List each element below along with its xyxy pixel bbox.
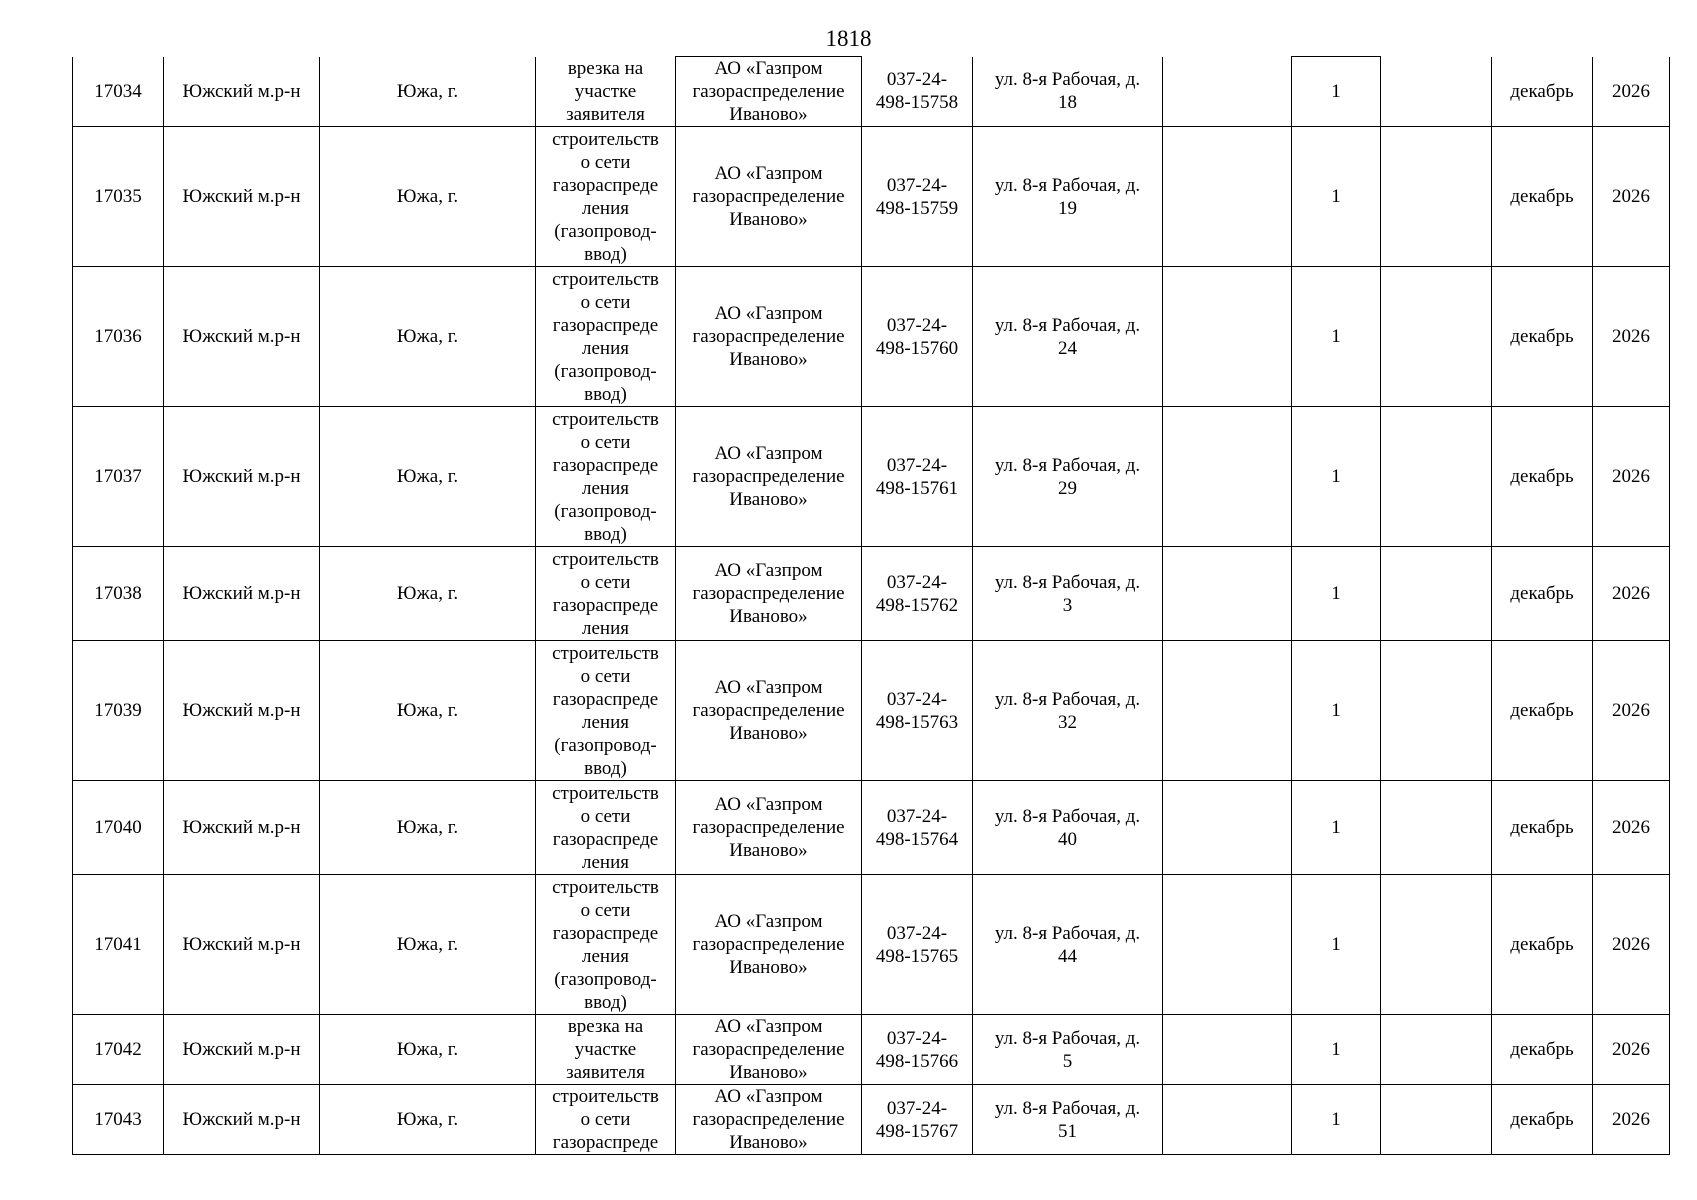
- cell-quantity: 1: [1292, 875, 1381, 1015]
- cell-work-line: строительств: [552, 408, 659, 430]
- registry-table: [72, 56, 1670, 1155]
- cell-code-line: 498-15766: [875, 1050, 959, 1072]
- cell-blank: [1381, 407, 1492, 547]
- cell-address-line: ул. 8-я Рабочая, д.: [994, 69, 1141, 91]
- cell-locality: Южа, г.: [320, 407, 536, 547]
- cell-year: 2026: [1593, 781, 1670, 875]
- cell-address: [973, 127, 1163, 267]
- cell-address-line: 18: [1058, 92, 1077, 114]
- cell-work: [536, 1015, 676, 1085]
- cell-work-line: о сети: [580, 899, 631, 921]
- cell-quantity: 1: [1292, 547, 1381, 641]
- cell-work-line: газораспреде: [552, 828, 659, 850]
- cell-year: 2026: [1593, 641, 1670, 781]
- cell-year: 2026: [1593, 267, 1670, 407]
- cell-month: декабрь: [1492, 127, 1593, 267]
- cell-district: Южский м.р-н: [164, 1085, 320, 1155]
- cell-work-line: газораспреде: [552, 454, 659, 476]
- cell-org-line: АО «Газпром: [714, 1086, 823, 1107]
- cell-blank: [1381, 267, 1492, 407]
- cell-address: [973, 1015, 1163, 1085]
- cell-work-line: (газопровод-: [554, 968, 657, 990]
- cell-work-line: строительств: [552, 548, 659, 570]
- table-row: [73, 547, 1670, 641]
- cell-address-line: ул. 8-я Рабочая, д.: [994, 805, 1141, 827]
- cell-org: [676, 781, 862, 875]
- cell-locality: Южа, г.: [320, 1015, 536, 1085]
- cell-address-line: 51: [1058, 1120, 1077, 1142]
- cell-extra: [1163, 781, 1292, 875]
- cell-year: 2026: [1593, 1085, 1670, 1155]
- cell-address-line: ул. 8-я Рабочая, д.: [994, 1097, 1141, 1119]
- cell-org-line: газораспределение: [692, 466, 845, 487]
- cell-year: 2026: [1593, 547, 1670, 641]
- cell-code: [862, 407, 973, 547]
- cell-blank: [1381, 127, 1492, 267]
- cell-work-line: врезка на: [567, 1016, 644, 1037]
- cell-extra: [1163, 267, 1292, 407]
- cell-id: 17041: [73, 875, 164, 1015]
- cell-code-line: 498-15764: [875, 828, 959, 850]
- cell-work-line: (газопровод-: [554, 360, 657, 382]
- cell-month: декабрь: [1492, 407, 1593, 547]
- cell-code-line: 037-24-: [886, 1097, 948, 1119]
- cell-month: декабрь: [1492, 57, 1593, 127]
- cell-org-line: Иваново»: [729, 104, 808, 125]
- cell-district: Южский м.р-н: [164, 127, 320, 267]
- cell-id: 17036: [73, 267, 164, 407]
- cell-blank: [1381, 641, 1492, 781]
- cell-code: [862, 781, 973, 875]
- cell-org-line: газораспределение: [692, 186, 845, 207]
- cell-quantity: 1: [1292, 641, 1381, 781]
- cell-code: [862, 641, 973, 781]
- cell-work-line: (газопровод-: [554, 220, 657, 242]
- cell-address-line: 32: [1058, 711, 1077, 733]
- cell-extra: [1163, 1015, 1292, 1085]
- table-row: [73, 875, 1670, 1015]
- cell-org-line: Иваново»: [729, 489, 808, 510]
- cell-quantity: 1: [1292, 781, 1381, 875]
- cell-work-line: строительств: [552, 642, 659, 664]
- cell-address: [973, 875, 1163, 1015]
- cell-address: [973, 1085, 1163, 1155]
- cell-work-line: (газопровод-: [554, 734, 657, 756]
- cell-code: [862, 57, 973, 127]
- cell-address-line: 29: [1058, 477, 1077, 499]
- cell-district: Южский м.р-н: [164, 1015, 320, 1085]
- cell-org-line: Иваново»: [729, 606, 808, 627]
- table-row: [73, 267, 1670, 407]
- cell-quantity: 1: [1292, 1085, 1381, 1155]
- cell-org: [676, 641, 862, 781]
- cell-work-line: ввод): [584, 757, 627, 779]
- cell-code-line: 037-24-: [886, 688, 948, 710]
- cell-address: [973, 781, 1163, 875]
- cell-month: декабрь: [1492, 875, 1593, 1015]
- cell-code-line: 037-24-: [886, 1027, 948, 1049]
- cell-district: Южский м.р-н: [164, 407, 320, 547]
- cell-org-line: газораспределение: [692, 81, 845, 102]
- cell-address-line: ул. 8-я Рабочая, д.: [994, 688, 1141, 710]
- cell-extra: [1163, 641, 1292, 781]
- cell-code-line: 037-24-: [886, 314, 948, 336]
- cell-org-line: газораспределение: [692, 817, 845, 838]
- cell-org-line: АО «Газпром: [714, 303, 823, 324]
- cell-locality: Южа, г.: [320, 57, 536, 127]
- cell-month: декабрь: [1492, 547, 1593, 641]
- cell-org-line: АО «Газпром: [714, 911, 823, 932]
- cell-extra: [1163, 875, 1292, 1015]
- cell-address: [973, 57, 1163, 127]
- cell-address-line: ул. 8-я Рабочая, д.: [994, 454, 1141, 476]
- cell-year: 2026: [1593, 1015, 1670, 1085]
- cell-org-line: газораспределение: [692, 326, 845, 347]
- cell-locality: Южа, г.: [320, 267, 536, 407]
- cell-quantity: 1: [1292, 127, 1381, 267]
- cell-org: [676, 267, 862, 407]
- cell-work: [536, 875, 676, 1015]
- cell-address: [973, 267, 1163, 407]
- cell-code-line: 498-15758: [875, 92, 959, 114]
- cell-blank: [1381, 1085, 1492, 1155]
- cell-work-line: газораспреде: [552, 594, 659, 616]
- cell-locality: Южа, г.: [320, 547, 536, 641]
- cell-quantity: 1: [1292, 57, 1381, 127]
- cell-work-line: ввод): [584, 383, 627, 405]
- cell-work-line: ления: [582, 477, 629, 499]
- cell-work-line: газораспреде: [552, 174, 659, 196]
- cell-month: декабрь: [1492, 641, 1593, 781]
- cell-blank: [1381, 57, 1492, 127]
- cell-work-line: строительств: [552, 1086, 659, 1107]
- cell-code-line: 498-15761: [875, 477, 959, 499]
- cell-code-line: 498-15760: [875, 337, 959, 359]
- cell-id: 17037: [73, 407, 164, 547]
- cell-work-line: о сети: [580, 291, 631, 313]
- cell-code-line: 498-15767: [875, 1120, 959, 1142]
- cell-org: [676, 1085, 862, 1155]
- cell-org: [676, 875, 862, 1015]
- cell-quantity: 1: [1292, 267, 1381, 407]
- cell-org-line: АО «Газпром: [714, 560, 823, 581]
- table-row: [73, 781, 1670, 875]
- cell-address-line: ул. 8-я Рабочая, д.: [994, 571, 1141, 593]
- cell-org: [676, 127, 862, 267]
- cell-work-line: участке: [574, 1039, 637, 1060]
- cell-address-line: 44: [1058, 945, 1077, 967]
- cell-work-line: ввод): [584, 523, 627, 545]
- cell-org-line: газораспределение: [692, 934, 845, 955]
- cell-id: 17040: [73, 781, 164, 875]
- cell-work-line: врезка на: [567, 57, 644, 79]
- cell-year: 2026: [1593, 875, 1670, 1015]
- cell-extra: [1163, 127, 1292, 267]
- cell-work-line: заявителя: [566, 103, 645, 125]
- cell-work-line: о сети: [580, 665, 631, 687]
- cell-org-line: Иваново»: [729, 957, 808, 978]
- cell-district: Южский м.р-н: [164, 875, 320, 1015]
- cell-work: [536, 407, 676, 547]
- cell-district: Южский м.р-н: [164, 781, 320, 875]
- cell-work-line: ления: [582, 945, 629, 967]
- cell-blank: [1381, 875, 1492, 1015]
- cell-code-line: 037-24-: [886, 69, 948, 91]
- cell-id: 17039: [73, 641, 164, 781]
- cell-month: декабрь: [1492, 781, 1593, 875]
- cell-work-line: ления: [582, 851, 629, 873]
- cell-org-line: газораспределение: [692, 700, 845, 721]
- page-number: 1818: [825, 26, 872, 51]
- cell-work-line: ления: [582, 617, 629, 639]
- cell-year: 2026: [1593, 127, 1670, 267]
- cell-work-line: о сети: [580, 805, 631, 827]
- table-row: [73, 127, 1670, 267]
- cell-work-line: газораспреде: [552, 688, 659, 710]
- cell-work: [536, 1085, 676, 1155]
- cell-work-line: ввод): [584, 991, 627, 1013]
- cell-code: [862, 547, 973, 641]
- cell-locality: Южа, г.: [320, 875, 536, 1015]
- cell-org-line: Иваново»: [729, 349, 808, 370]
- cell-address: [973, 547, 1163, 641]
- cell-org: [676, 407, 862, 547]
- cell-work: [536, 267, 676, 407]
- cell-district: Южский м.р-н: [164, 547, 320, 641]
- cell-org-line: Иваново»: [729, 209, 808, 230]
- cell-quantity: 1: [1292, 1015, 1381, 1085]
- cell-work-line: ления: [582, 711, 629, 733]
- cell-org-line: Иваново»: [729, 840, 808, 861]
- cell-extra: [1163, 1085, 1292, 1155]
- cell-extra: [1163, 57, 1292, 127]
- cell-org-line: Иваново»: [729, 723, 808, 744]
- cell-locality: Южа, г.: [320, 1085, 536, 1155]
- cell-address-line: 3: [1062, 594, 1073, 616]
- cell-org-line: газораспределение: [692, 583, 845, 604]
- cell-work-line: о сети: [580, 571, 631, 593]
- cell-work-line: ления: [582, 337, 629, 359]
- table-row: [73, 1085, 1670, 1155]
- cell-org: [676, 547, 862, 641]
- cell-work: [536, 57, 676, 127]
- cell-extra: [1163, 547, 1292, 641]
- cell-work-line: строительств: [552, 268, 659, 290]
- table-row: [73, 1015, 1670, 1085]
- cell-org: [676, 1015, 862, 1085]
- cell-code-line: 037-24-: [886, 571, 948, 593]
- cell-work-line: ления: [582, 197, 629, 219]
- cell-work-line: о сети: [580, 431, 631, 453]
- cell-code: [862, 875, 973, 1015]
- cell-work-line: ввод): [584, 243, 627, 265]
- cell-work-line: строительств: [552, 128, 659, 150]
- cell-district: Южский м.р-н: [164, 57, 320, 127]
- cell-work-line: участке: [574, 80, 637, 102]
- cell-org-line: газораспределение: [692, 1039, 845, 1060]
- cell-month: декабрь: [1492, 1015, 1593, 1085]
- cell-org-line: АО «Газпром: [714, 677, 823, 698]
- cell-address: [973, 407, 1163, 547]
- cell-district: Южский м.р-н: [164, 267, 320, 407]
- cell-code-line: 037-24-: [886, 174, 948, 196]
- cell-work-line: о сети: [580, 1109, 631, 1130]
- cell-code: [862, 267, 973, 407]
- cell-id: 17034: [73, 57, 164, 127]
- table-row: [73, 57, 1670, 127]
- cell-org: [676, 57, 862, 127]
- cell-blank: [1381, 547, 1492, 641]
- cell-org-line: АО «Газпром: [714, 163, 823, 184]
- cell-code: [862, 127, 973, 267]
- cell-address-line: 5: [1062, 1050, 1073, 1072]
- cell-address-line: 24: [1058, 337, 1077, 359]
- cell-work-line: заявителя: [566, 1062, 645, 1083]
- cell-work: [536, 547, 676, 641]
- cell-blank: [1381, 1015, 1492, 1085]
- cell-address: [973, 641, 1163, 781]
- cell-work: [536, 127, 676, 267]
- cell-org-line: АО «Газпром: [714, 58, 823, 79]
- cell-district: Южский м.р-н: [164, 641, 320, 781]
- cell-month: декабрь: [1492, 1085, 1593, 1155]
- cell-work-line: газораспреде: [552, 1132, 659, 1153]
- cell-work-line: строительств: [552, 876, 659, 898]
- cell-address-line: ул. 8-я Рабочая, д.: [994, 174, 1141, 196]
- cell-work-line: газораспреде: [552, 922, 659, 944]
- cell-work: [536, 781, 676, 875]
- table-row: [73, 641, 1670, 781]
- cell-code-line: 037-24-: [886, 805, 948, 827]
- cell-work-line: газораспреде: [552, 314, 659, 336]
- cell-id: 17035: [73, 127, 164, 267]
- cell-blank: [1381, 781, 1492, 875]
- cell-id: 17042: [73, 1015, 164, 1085]
- cell-locality: Южа, г.: [320, 127, 536, 267]
- cell-quantity: 1: [1292, 407, 1381, 547]
- cell-month: декабрь: [1492, 267, 1593, 407]
- cell-id: 17043: [73, 1085, 164, 1155]
- cell-year: 2026: [1593, 407, 1670, 547]
- cell-code-line: 498-15762: [875, 594, 959, 616]
- table-row: [73, 407, 1670, 547]
- cell-org-line: АО «Газпром: [714, 794, 823, 815]
- cell-org-line: Иваново»: [729, 1062, 808, 1083]
- cell-address-line: ул. 8-я Рабочая, д.: [994, 1027, 1141, 1049]
- cell-code-line: 498-15763: [875, 711, 959, 733]
- cell-org-line: газораспределение: [692, 1109, 845, 1130]
- cell-address-line: ул. 8-я Рабочая, д.: [994, 314, 1141, 336]
- cell-work-line: о сети: [580, 151, 631, 173]
- cell-locality: Южа, г.: [320, 781, 536, 875]
- cell-id: 17038: [73, 547, 164, 641]
- cell-code: [862, 1085, 973, 1155]
- cell-code-line: 498-15765: [875, 945, 959, 967]
- cell-code-line: 037-24-: [886, 922, 948, 944]
- cell-org-line: АО «Газпром: [714, 443, 823, 464]
- cell-org-line: АО «Газпром: [714, 1016, 823, 1037]
- cell-code: [862, 1015, 973, 1085]
- cell-work: [536, 641, 676, 781]
- cell-address-line: 40: [1058, 828, 1077, 850]
- cell-code-line: 498-15759: [875, 197, 959, 219]
- cell-work-line: (газопровод-: [554, 500, 657, 522]
- cell-year: 2026: [1593, 57, 1670, 127]
- cell-address-line: 19: [1058, 197, 1077, 219]
- cell-org-line: Иваново»: [729, 1132, 808, 1153]
- cell-work-line: строительств: [552, 782, 659, 804]
- cell-address-line: ул. 8-я Рабочая, д.: [994, 922, 1141, 944]
- cell-locality: Южа, г.: [320, 641, 536, 781]
- cell-code-line: 037-24-: [886, 454, 948, 476]
- cell-extra: [1163, 407, 1292, 547]
